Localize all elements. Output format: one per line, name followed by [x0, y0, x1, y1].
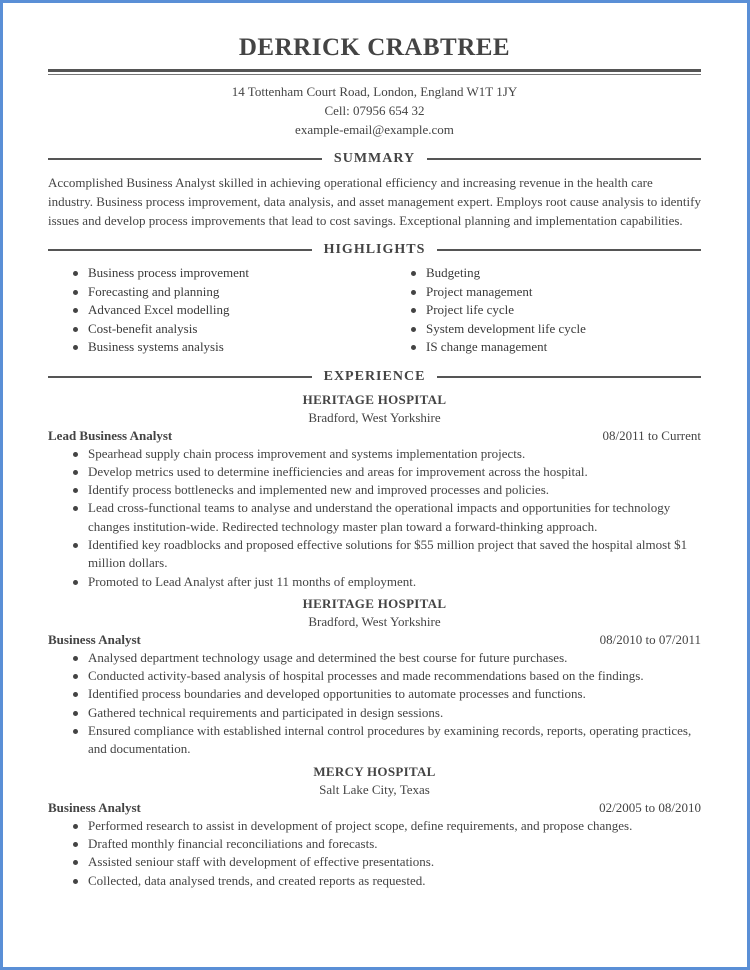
highlight-item: IS change management [410, 338, 586, 357]
summary-text: Accomplished Business Analyst skilled in achieving operational efficiency and increasing revenue in the health care industry. Business process improvement, data analysis, and asset management expert. Employs root cause analysis to identify issues and develop process improvements that lead to cost savings. Exceptional planning and implementation capabilities. [48, 175, 701, 228]
highlights-column-2 [410, 264, 586, 357]
header-rule [48, 69, 701, 72]
highlights-list [48, 264, 701, 357]
job-title: Lead Business Analyst [48, 427, 173, 443]
job-title-row [48, 631, 701, 649]
contact-block [48, 82, 701, 139]
job-location: Bradford, West Yorkshire [308, 613, 441, 629]
job-location: Salt Lake City, Texas [319, 781, 430, 797]
job-title-row [48, 427, 701, 445]
duty-item: Ensured compliance with established internal control procedures by examining records, reports, operating practices, and documentation. [72, 722, 701, 759]
job-dates: 02/2005 to 08/2010 [599, 799, 701, 815]
highlight-item: Advanced Excel modelling [72, 301, 410, 320]
job-employer: MERCY HOSPITAL [313, 763, 436, 779]
experience-heading [48, 367, 701, 387]
duty-item: Identify process bottlenecks and implemented new and improved processes and policies. [72, 481, 701, 499]
section-title: EXPERIENCE [323, 368, 426, 384]
summary-heading [48, 149, 701, 169]
highlight-item: Business process improvement [72, 264, 410, 283]
duty-item: Analysed department technology usage and determined the best course for future purchases. [72, 649, 701, 667]
section-rule-right [437, 249, 701, 251]
section-rule-right [427, 158, 701, 160]
duty-item: Collected, data analysed trends, and created reports as requested. [72, 872, 701, 890]
highlight-item: Budgeting [410, 264, 586, 283]
job-employer: HERITAGE HOSPITAL [302, 595, 447, 611]
header-rule-thin [48, 74, 701, 75]
highlight-item: Forecasting and planning [72, 283, 410, 302]
job-duties [48, 817, 701, 890]
contact-address: 14 Tottenham Court Road, London, England W1T 1JY [231, 84, 518, 99]
job-entry [48, 595, 701, 759]
resume-page [48, 0, 701, 890]
section-title: SUMMARY [333, 151, 416, 166]
job-title: Business Analyst [48, 631, 141, 647]
job-entry [48, 763, 701, 890]
job-title-row [48, 799, 701, 817]
section-rule-left [48, 249, 312, 251]
duty-item: Performed research to assist in development of project scope, define requirements, and propose changes. [72, 817, 701, 835]
highlight-item: Cost-benefit analysis [72, 320, 410, 339]
section-title: HIGHLIGHTS [323, 242, 426, 257]
duty-item: Spearhead supply chain process improvement and systems implementation projects. [72, 445, 701, 463]
duty-item: Identified process boundaries and developed opportunities to automate processes and functions. [72, 685, 701, 703]
contact-email: example-email@example.com [295, 122, 454, 137]
highlights-column-1 [48, 264, 410, 357]
highlight-item: Project management [410, 283, 586, 302]
job-location: Bradford, West Yorkshire [308, 409, 441, 425]
highlights-heading [48, 240, 701, 260]
highlight-item: System development life cycle [410, 320, 586, 339]
duty-item: Develop metrics used to determine inefficiencies and areas for improvement across the hospital. [72, 463, 701, 481]
highlight-item: Business systems analysis [72, 338, 410, 357]
candidate-name: DERRICK CRABTREE [238, 34, 511, 61]
section-rule-left [48, 376, 312, 378]
duty-item: Assisted seniour staff with development of effective presentations. [72, 853, 701, 871]
duty-item: Lead cross-functional teams to analyse and understand the operational impacts and opportunities for technology changes institution-wide. Redirected technology master plan toward a forward-thinking approach. [72, 499, 701, 536]
duty-item: Promoted to Lead Analyst after just 11 months of employment. [72, 573, 701, 591]
section-rule-right [437, 376, 701, 378]
job-duties [48, 649, 701, 759]
job-dates: 08/2010 to 07/2011 [599, 631, 701, 647]
duty-item: Conducted activity-based analysis of hospital processes and made recommendations based on the findings. [72, 667, 701, 685]
duty-item: Drafted monthly financial reconciliations and forecasts. [72, 835, 701, 853]
duty-item: Gathered technical requirements and participated in design sessions. [72, 704, 701, 722]
contact-cell: Cell: 07956 654 32 [324, 103, 425, 118]
job-dates: 08/2011 to Current [602, 427, 701, 443]
section-rule-left [48, 158, 322, 160]
job-title: Business Analyst [48, 799, 141, 815]
duty-item: Identified key roadblocks and proposed effective solutions for $55 million project that saved the hospital almost $1 million dollars. [72, 536, 701, 573]
job-entry [48, 391, 701, 591]
job-employer: HERITAGE HOSPITAL [302, 391, 447, 407]
job-duties [48, 445, 701, 591]
highlight-item: Project life cycle [410, 301, 586, 320]
